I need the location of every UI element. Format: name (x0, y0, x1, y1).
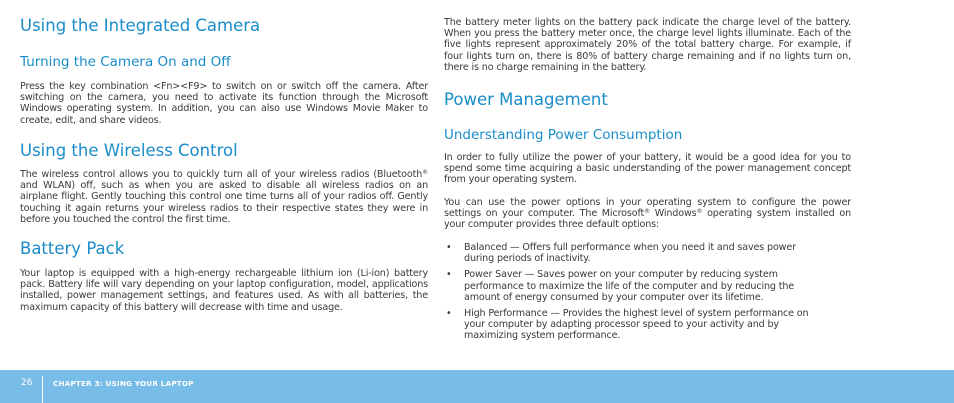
bullet-icon: • (446, 269, 452, 281)
wireless-body (20, 169, 428, 225)
footer-divider (42, 376, 43, 403)
power-heading: Power Management (444, 90, 608, 109)
battery-meter-body: The battery meter lights on the battery pack indicate the charge level of the battery. When you press the battery meter once, the charge level lights illuminate. Each of the five lights represent approximately 20% of the total battery charge. For example, if four lights turn on, there is 80% of battery charge remaining and if no lights turn on, there is no charge remaining in the battery. (444, 17, 851, 73)
wireless-heading: Using the Wireless Control (20, 141, 238, 160)
wireless-body-part1: The wireless control allows you to quickly turn all of your wireless radios (Bluetooth (20, 169, 423, 180)
power-options-list (444, 242, 851, 347)
page-footer (0, 370, 954, 403)
battery-heading: Battery Pack (20, 239, 125, 258)
power-body-2-part1: You can use the power options in your operating system to configure the power settings on your computer. The Microsoft (444, 197, 851, 220)
list-item (444, 308, 824, 342)
wireless-body-part2: and WLAN) off, such as when you are asked to disable all wireless radios on an airplane flight. Gently touching this control one time turns all of your radios off. Gently touching it again returns your wireless radios to their respective states they were in before you touched the control the first time. (20, 180, 428, 225)
power-body-2-part2: Windows (649, 208, 697, 220)
camera-subheading: Turning the Camera On and Off (20, 54, 231, 70)
camera-body: Press the key combination <Fn><F9> to switch on or switch off the camera. After switching on the camera, you need to activate its function through the Microsoft Windows operating system. In addition, you can also use Windows Movie Maker to create, edit, and share videos. (20, 81, 428, 126)
power-body-1: In order to fully utilize the power of your battery, it would be a good idea for you to spend some time acquiring a basic understanding of the power management concept from your operating system. (444, 152, 851, 186)
option-balanced: Balanced — Offers full performance when you need it and saves power during periods of inactivity. (464, 242, 796, 265)
registered-mark: ® (422, 169, 428, 176)
power-body-2 (444, 197, 851, 231)
bullet-icon: • (446, 308, 452, 320)
option-power-saver: Power Saver — Saves power on your computer by reducing system performance to maximize the life of the computer and by reducing the amount of energy consumed by your computer over its lifetime. (464, 269, 795, 303)
camera-heading: Using the Integrated Camera (20, 16, 261, 35)
bullet-icon: • (446, 242, 452, 253)
list-item (444, 242, 824, 264)
power-subheading: Understanding Power Consumption (444, 127, 683, 143)
battery-body: Your laptop is equipped with a high-energy rechargeable lithium ion (Li-ion) battery pack. Battery life will vary depending on your laptop configuration, model, applications installed, power management settings, and features used. As with all batteries, the maximum capacity of this battery will decrease with time and usage. (20, 268, 428, 313)
page-number: 26 (21, 378, 33, 388)
power-body-2-part3: operating system installed on your computer provides three default options: (444, 208, 852, 231)
option-high-performance: High Performance — Provides the highest level of system performance on your computer by adapting processor speed to your activity and by maximizing system performance. (464, 308, 809, 342)
registered-mark: ® (696, 208, 703, 216)
registered-mark: ® (644, 208, 650, 216)
chapter-label: CHAPTER 3: USING YOUR LAPTOP (53, 379, 194, 388)
list-item (444, 269, 824, 303)
